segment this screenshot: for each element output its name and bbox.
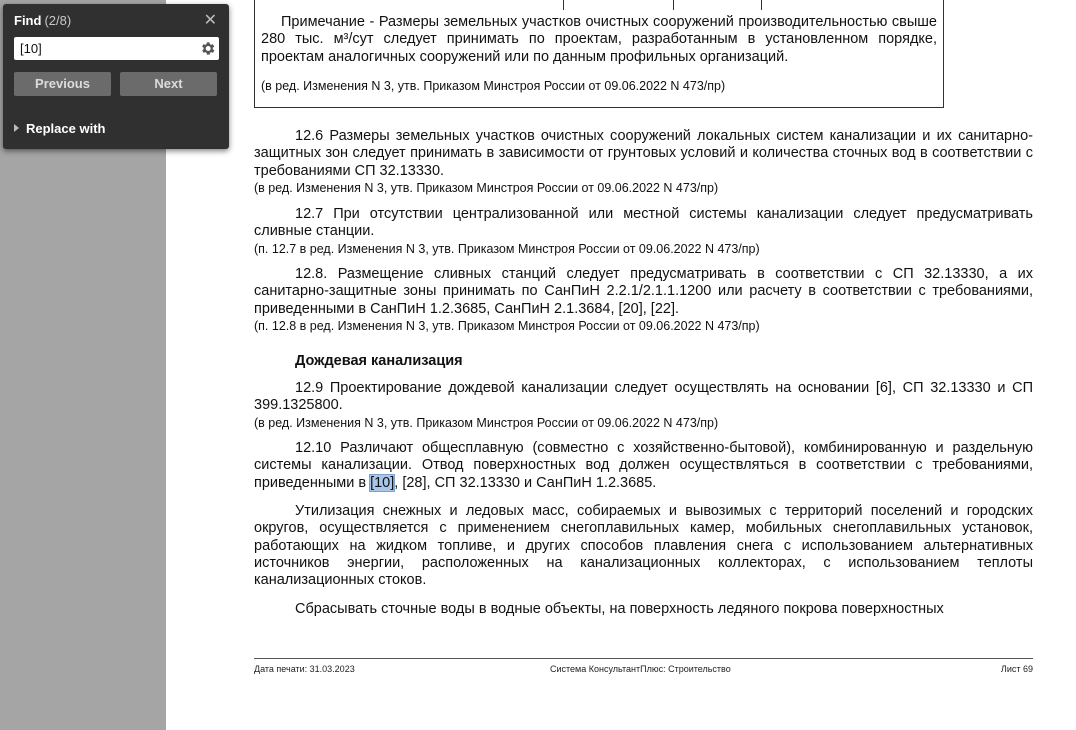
previous-button[interactable]: Previous	[14, 72, 111, 96]
paragraph-text-part: , [28], СП 32.13330 и СанПиН 1.2.3685.	[394, 474, 657, 491]
document-page	[166, 0, 1076, 730]
paragraph-12-7	[254, 206, 1033, 257]
paragraph-12-9	[254, 380, 1033, 431]
amendment-note: (п. 12.7 в ред. Изменения N 3, утв. Приказом Минстроя России от 09.06.2022 N 473/пр)	[254, 241, 760, 256]
search-highlight[interactable]: [10]	[370, 474, 395, 491]
paragraph-snow	[254, 503, 1033, 589]
paragraph-text: 12.7 При отсутствии централизованной или местной системы канализации следует предусматривать сливные станции.	[254, 206, 1033, 240]
paragraph-text-part: 12.10 Различают общесплавную (совместно с хозяйственно-бытовой), комбинированную и раздельную системы канализации. Отвод поверхностных вод должен осуществляться в соответствии с требованиями, приведенными в	[254, 440, 1033, 491]
replace-label: Replace with	[26, 121, 106, 136]
table-column-divider	[673, 0, 674, 10]
amendment-note: (в ред. Изменения N 3, утв. Приказом Минстроя России от 09.06.2022 N 473/пр)	[254, 415, 719, 430]
paragraph-12-8	[254, 266, 1033, 334]
paragraph-12-6	[254, 128, 1033, 196]
gear-icon[interactable]	[199, 40, 216, 57]
find-label: Find	[14, 13, 42, 28]
chevron-right-icon	[14, 124, 19, 132]
amendment-note: (в ред. Изменения N 3, утв. Приказом Минстроя России от 09.06.2022 N 473/пр)	[254, 180, 719, 195]
find-title	[14, 13, 71, 28]
note-amendment: (в ред. Изменения N 3, утв. Приказом Минстроя России от 09.06.2022 N 473/пр)	[261, 78, 726, 93]
sheet-number: Лист 69	[1000, 664, 1033, 674]
note-text: Примечание - Размеры земельных участков очистных сооружений производительностью свыше 280 тыс. м³/сут следует принимать по проектам, разработанным в установленном порядке, проектам аналогичных сооружений или по данным профильных организаций.	[261, 14, 937, 65]
table-column-divider	[563, 0, 564, 10]
match-count: (2/8)	[44, 13, 72, 28]
paragraph-text: 12.8. Размещение сливных станций следует предусматривать в соответствии с СП 32.13330, а их санитарно-защитные зоны принимать по СанПиН 2.2.1/2.1.1.1200 или расчету в соответствии с требованиями, приведенными в СанПиН 1.2.3685, СанПиН 2.1.3684, [20], [22].	[254, 266, 1033, 317]
footer-divider	[254, 658, 1033, 659]
paragraph-text: Сбрасывать сточные воды в водные объекты, на поверхность ледяного покрова поверхностных	[295, 601, 944, 617]
system-name: Система КонсультантПлюс: Строительство	[550, 664, 731, 674]
paragraph-text: 12.9 Проектирование дождевой канализации следует осуществлять на основании [6], СП 32.13330 и СП 399.1325800.	[254, 380, 1033, 414]
replace-toggle[interactable]	[14, 121, 105, 136]
amendment-note: (п. 12.8 в ред. Изменения N 3, утв. Приказом Минстроя России от 09.06.2022 N 473/пр)	[254, 318, 760, 333]
paragraph-12-10	[254, 440, 1033, 492]
search-field	[14, 37, 219, 60]
section-heading: Дождевая канализация	[295, 353, 463, 369]
find-panel	[3, 4, 229, 149]
paragraph-discharge	[254, 601, 1033, 618]
print-date: Дата печати: 31.03.2023	[254, 664, 355, 674]
next-button[interactable]: Next	[120, 72, 217, 96]
paragraph-text: Утилизация снежных и ледовых масс, собираемых и вывозимых с территорий поселений и городских округов, осуществляется с применением снегоплавильных камер, мобильных снегоплавильных установок, работающих на жидком топливе, и других способов плавления снега с использованием альтернативных источников энергии, расположенных на канализационных коллекторах, с использованием теплоты канализационных стоков.	[254, 503, 1033, 589]
close-icon[interactable]: ✕	[203, 12, 217, 29]
note-table-cell	[254, 0, 944, 108]
search-input[interactable]	[14, 37, 194, 60]
table-column-divider	[761, 0, 762, 10]
paragraph-text	[254, 440, 1033, 492]
paragraph-text: 12.6 Размеры земельных участков очистных сооружений локальных систем канализации и их санитарно-защитных зон следует принимать в зависимости от грунтовых условий и количества сточных вод в соответствии с требованиями СП 32.13330.	[254, 128, 1033, 179]
